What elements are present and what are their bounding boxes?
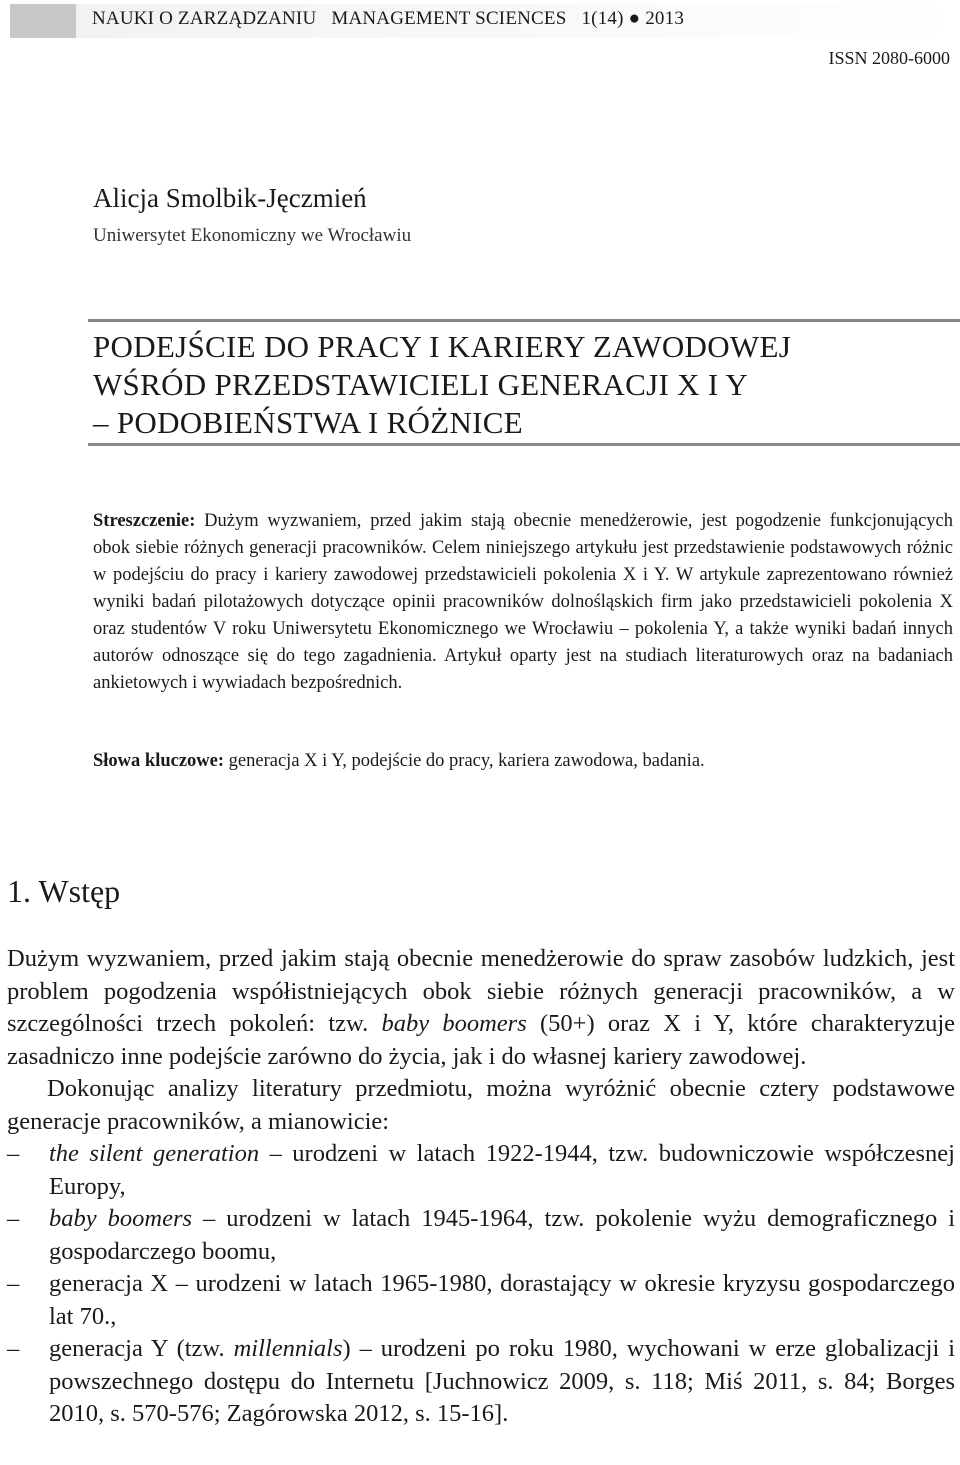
generations-list	[7, 1138, 955, 1431]
year: 2013	[645, 8, 685, 29]
dash-bullet: –	[7, 1335, 20, 1362]
dash-bullet: –	[7, 1140, 20, 1167]
title-line: WŚRÓD PRZEDSTAWICIELI GENERACJI X I Y	[93, 367, 749, 402]
list-item	[7, 1203, 955, 1268]
issue-number: 1(14)	[581, 8, 624, 29]
keywords-text: generacja X i Y, podejście do pracy, kariera zawodowa, badania.	[224, 751, 705, 771]
paragraph-italic: baby boomers	[381, 1010, 527, 1037]
keywords-label: Słowa kluczowe:	[93, 751, 225, 771]
list-item	[7, 1268, 955, 1333]
item-text: generacja Y (tzw.	[49, 1335, 234, 1362]
issn: ISSN 2080-6000	[828, 48, 950, 68]
paragraph-text: (50+) oraz X i Y, które charakteryzuje zasadniczo inne podejście zarówno do życia, jak i do własnej kariery zawodowej.	[7, 1010, 956, 1070]
item-text: generacja X – urodzeni w latach 1965-1980, dorastający w okresie kryzysu gospodarczego lat 70.,	[49, 1270, 955, 1330]
section-heading: 1. Wstęp	[7, 873, 121, 909]
journal-name-pl: NAUKI O ZARZĄDZANIU	[92, 8, 317, 29]
keywords	[93, 751, 953, 772]
dash-bullet: –	[7, 1270, 20, 1297]
item-italic: baby boomers	[49, 1205, 193, 1232]
item-text: – urodzeni w latach 1922-1944, tzw. budowniczowie współczesnej Europy,	[49, 1140, 955, 1200]
paper-title	[93, 328, 953, 442]
title-rule-top	[88, 319, 960, 322]
journal-name-en: MANAGEMENT SCIENCES	[331, 8, 567, 29]
title-line: PODEJŚCIE DO PRACY I KARIERY ZAWODOWEJ	[93, 329, 792, 364]
title-line: – PODOBIEŃSTWA I RÓŻNICE	[93, 405, 523, 440]
list-item	[7, 1333, 955, 1431]
item-italic: the silent generation	[49, 1140, 260, 1167]
item-text: ) – urodzeni po roku 1980, wychowani w erze globalizacji i powszechnego dostępu do Internetu [Juchnowicz 2009, s. 118; Miś 2011, s. 84; Borges 2010, s. 570-576; Zagórowska 2012, s. 15-16].	[49, 1335, 955, 1427]
abstract-label: Streszczenie:	[93, 511, 196, 531]
list-item	[7, 1138, 955, 1203]
item-italic: millennials	[233, 1335, 343, 1362]
dash-bullet: –	[7, 1205, 20, 1232]
author-affiliation: Uniwersytet Ekonomiczny we Wrocławiu	[93, 225, 412, 246]
author-name: Alicja Smolbik-Jęczmień	[93, 183, 367, 213]
paragraph-text: Dużym wyzwaniem, przed jakim stają obecnie menedżerowie do spraw zasobów ludzkich, jest problem pogodzenia współistniejących obok siebie różnych generacji pracowników, a w szczególności trzech pokoleń: tzw.	[7, 945, 955, 1037]
section-body	[7, 943, 955, 1431]
abstract-text: Dużym wyzwaniem, przed jakim stają obecnie menedżerowie, jest pogodzenie funkcjonujących obok siebie różnych generacji pracowników. Celem niniejszego artykułu jest przedstawienie podstawowych różnic w podejściu do pracy i kariery zawodowej przedstawicieli pokolenia X i Y. W artykule zaprezentowano również wyniki badań pilotażowych dotyczące opinii pracowników dolnośląskich firm jako przedstawicieli pokolenia X oraz studentów V roku Uniwersytetu Ekonomicznego we Wrocławiu – pokolenia Y, a także wyniki badań innych autorów odnoszące się do tego zagadnienia. Artykuł oparty jest na studiach literaturowych oraz na badaniach ankietowych i wywiadach bezpośrednich.	[93, 511, 953, 693]
bullet-icon: ●	[628, 8, 641, 29]
item-text: – urodzeni w latach 1945-1964, tzw. pokolenie wyżu demograficznego i gospodarczego boomu,	[49, 1205, 956, 1265]
header-grey-block	[10, 4, 76, 38]
running-header	[92, 8, 684, 30]
abstract	[93, 508, 953, 697]
paragraph	[7, 943, 955, 1073]
title-rule-bottom	[88, 443, 960, 446]
paragraph: Dokonując analizy literatury przedmiotu, można wyróżnić obecnie cztery podstawowe generacje pracowników, a mianowicie:	[7, 1075, 955, 1135]
